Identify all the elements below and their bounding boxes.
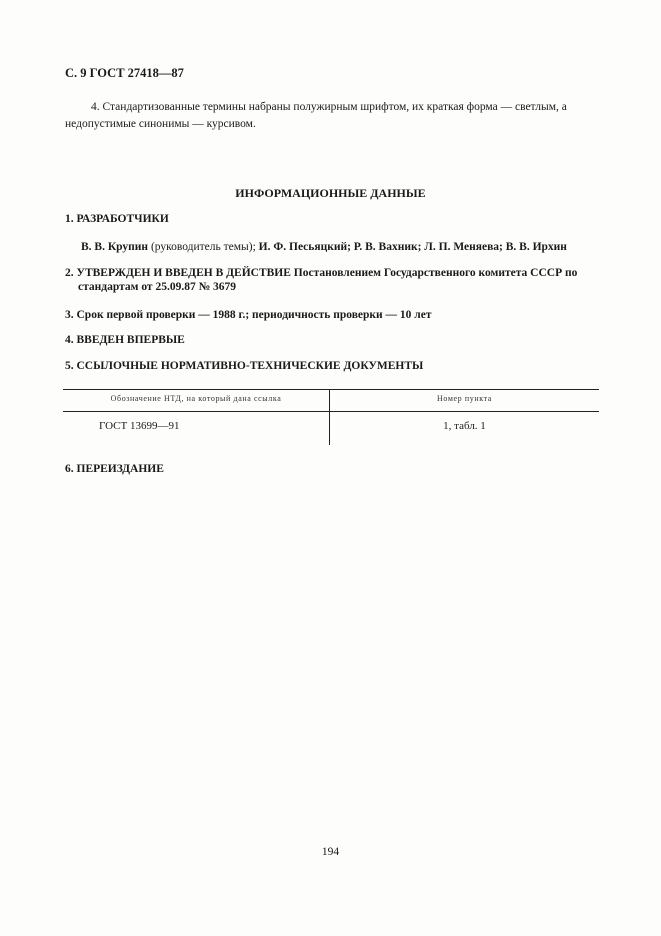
reference-docs-heading: 5. ССЫЛОЧНЫЕ НОРМАТИВНО-ТЕХНИЧЕСКИЕ ДОКУМЕНТЫ <box>65 360 424 372</box>
reference-docs-table <box>63 389 599 445</box>
approval-paragraph <box>65 266 625 294</box>
table-cell-clause: 1, табл. 1 <box>443 420 486 432</box>
developers-list <box>81 240 621 254</box>
developers-heading: 1. РАЗРАБОТЧИКИ <box>65 213 169 225</box>
developer-lead: В. В. Крупин <box>81 241 149 253</box>
note-paragraph <box>65 99 605 133</box>
introduced-first: 4. ВВЕДЕН ВПЕРВЫЕ <box>65 334 185 346</box>
note-line-1: 4. Стандартизованные термины набраны полужирным шрифтом, их краткая форма — светлым, а <box>91 101 567 113</box>
developer-others: И. Ф. Песьяцкий; Р. В. Вахник; Л. П. Меняева; В. В. Ирхин <box>258 241 567 253</box>
page-header: С. 9 ГОСТ 27418—87 <box>65 66 184 80</box>
table-cell-ntd: ГОСТ 13699—91 <box>99 420 180 432</box>
note-line-2: недопустимые синонимы — курсивом. <box>65 118 256 130</box>
developer-role: (руководитель темы); <box>148 241 259 253</box>
section-title: ИНФОРМАЦИОННЫЕ ДАННЫЕ <box>235 186 426 200</box>
table-top-rule <box>63 389 599 390</box>
page-number: 194 <box>321 846 340 858</box>
approval-line-2: стандартам от 25.09.87 № 3679 <box>78 281 237 293</box>
review-period: 3. Срок первой проверки — 1988 г.; периодичность проверки — 10 лет <box>65 309 432 321</box>
table-header-clause: Номер пункта <box>437 394 492 403</box>
approval-line-1: 2. УТВЕРЖДЕН И ВВЕДЕН В ДЕЙСТВИЕ Постановлением Государственного комитета СССР по <box>65 267 578 279</box>
table-header-rule <box>63 411 599 412</box>
reissue-heading: 6. ПЕРЕИЗДАНИЕ <box>65 463 164 475</box>
table-header-ntd: Обозначение НТД, на который дана ссылка <box>110 394 282 403</box>
